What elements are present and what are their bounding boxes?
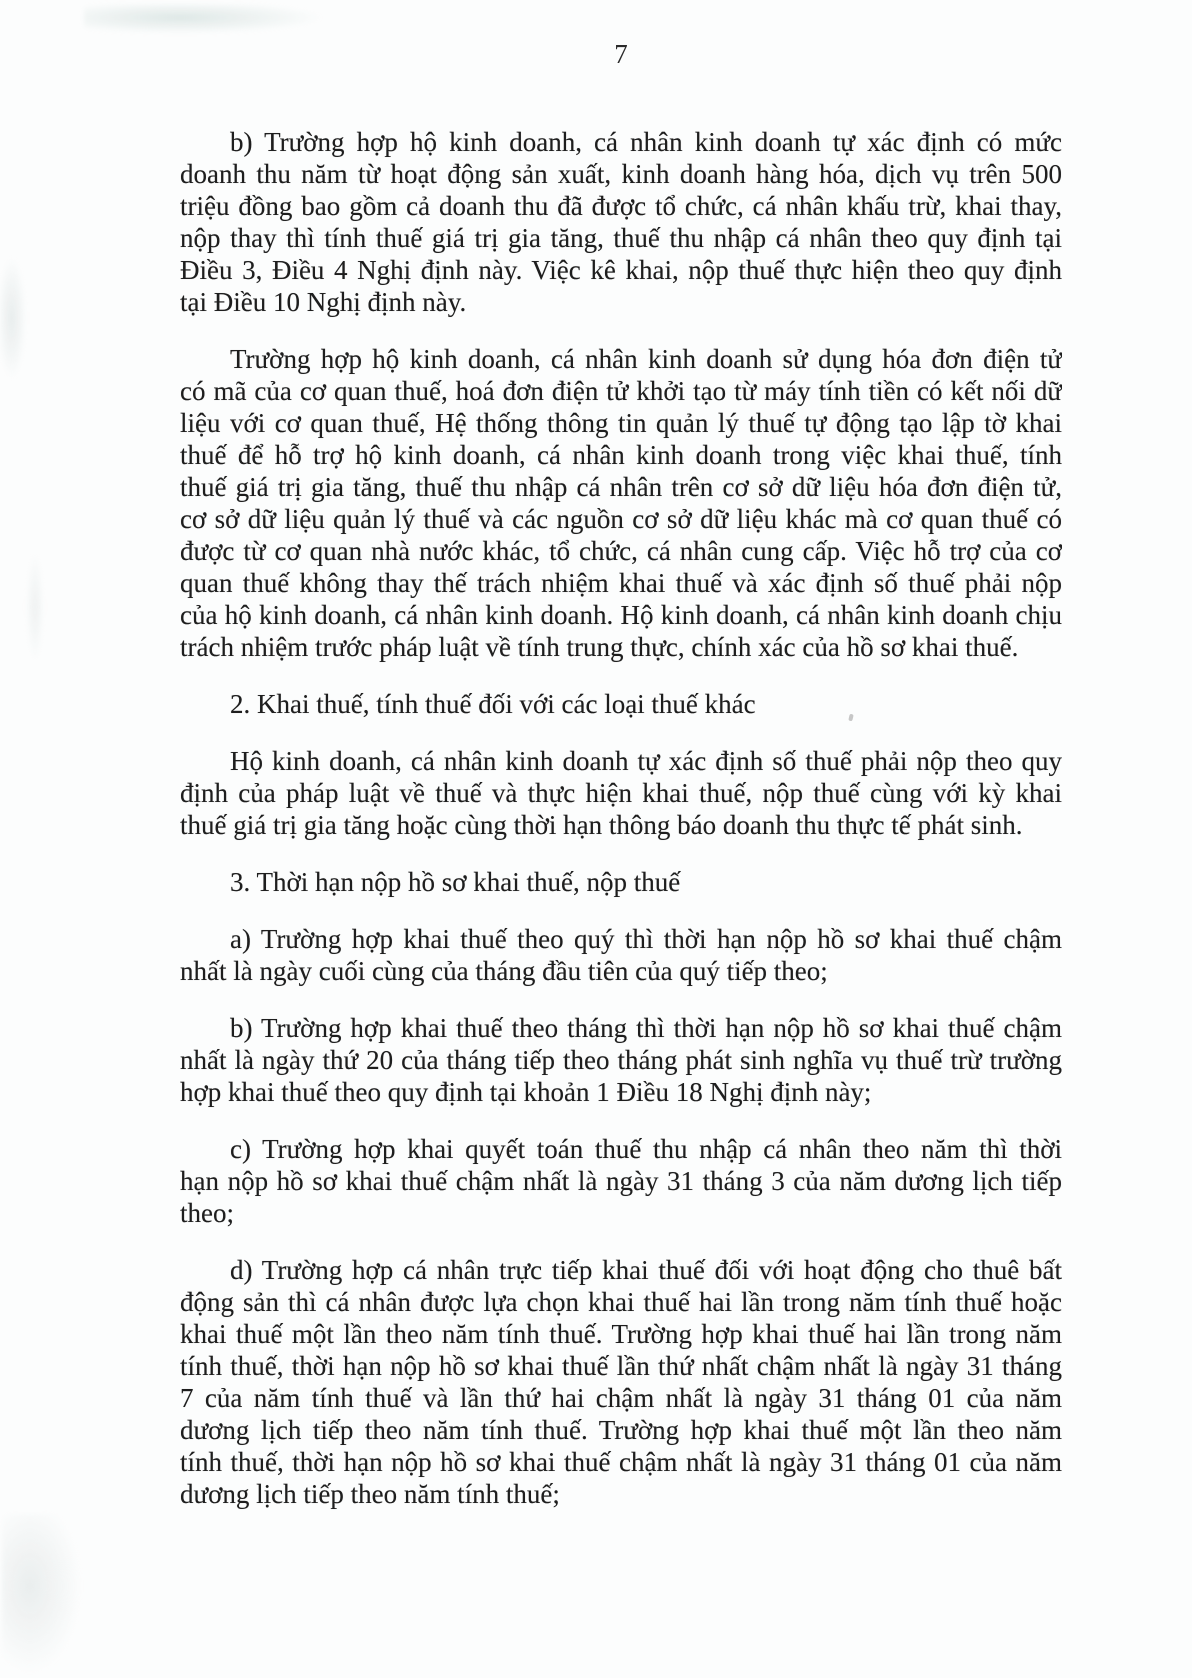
text-line: triệu đồng bao gồm cả doanh thu đã được tổ chức, cá nhân khấu trừ, khai thay, (180, 191, 1062, 221)
text-line: liệu với cơ quan thuế, Hệ thống thông tin quản lý thuế tự động tạo lập tờ khai (180, 408, 1062, 438)
text-line: c) Trường hợp khai quyết toán thuế thu nhập cá nhân theo năm thì thời (230, 1134, 1062, 1164)
text-line: d) Trường hợp cá nhân trực tiếp khai thuế đối với hoạt động cho thuê bất (230, 1255, 1062, 1285)
paragraph-einvoice-support (180, 343, 1062, 663)
text-line: hợp khai thuế theo quy định tại khoản 1 Điều 18 Nghị định này; (180, 1077, 872, 1107)
text-line: Hộ kinh doanh, cá nhân kinh doanh tự xác định số thuế phải nộp theo quy (230, 746, 1062, 776)
document-body (180, 126, 1062, 1510)
text-line: tính thuế, thời hạn nộp hồ sơ khai thuế lần thứ nhất chậm nhất là ngày 31 tháng (180, 1351, 1062, 1381)
text-line: theo; (180, 1198, 234, 1228)
text-line: nhất là ngày thứ 20 của tháng tiếp theo tháng phát sinh nghĩa vụ thuế trừ trường (180, 1045, 1062, 1075)
scan-smudge-top-left (84, 4, 324, 34)
text-line: có mã của cơ quan thuế, hoá đơn điện tử khởi tạo từ máy tính tiền có kết nối dữ (180, 376, 1062, 406)
text-line: Trường hợp hộ kinh doanh, cá nhân kinh doanh sử dụng hóa đơn điện tử (230, 344, 1062, 374)
text-line: Điều 3, Điều 4 Nghị định này. Việc kê khai, nộp thuế thực hiện theo quy định (180, 255, 1062, 285)
paragraph-b-monthly-deadline (180, 1012, 1062, 1108)
text-line: trách nhiệm trước pháp luật về tính trung thực, chính xác của hồ sơ khai thuế. (180, 632, 1019, 662)
text-line: b) Trường hợp khai thuế theo tháng thì thời hạn nộp hồ sơ khai thuế chậm (230, 1013, 1062, 1043)
text-line: định của pháp luật về thuế và thực hiện khai thuế, nộp thuế cùng với kỳ khai (180, 778, 1062, 808)
text-line: dương lịch tiếp theo năm tính thuế; (180, 1479, 560, 1509)
text-line: tại Điều 10 Nghị định này. (180, 287, 467, 317)
text-line: cơ sở dữ liệu quản lý thuế và các nguồn cơ sở dữ liệu khác mà cơ quan thuế có (180, 504, 1062, 534)
text-line: của hộ kinh doanh, cá nhân kinh doanh. Hộ kinh doanh, cá nhân kinh doanh chịu (180, 600, 1062, 630)
scan-smudge-left-upper (0, 258, 26, 378)
text-line: 7 của năm tính thuế và lần thứ hai chậm nhất là ngày 31 tháng 01 của năm (180, 1383, 1062, 1413)
section-heading-deadlines: 3. Thời hạn nộp hồ sơ khai thuế, nộp thuế (230, 867, 681, 897)
scan-smudge-left-mid (26, 552, 44, 662)
text-line: hạn nộp hồ sơ khai thuế chậm nhất là ngày 31 tháng 3 của năm dương lịch tiếp (180, 1166, 1062, 1196)
paragraph-b-revenue-threshold (180, 126, 1062, 318)
text-line: được từ cơ quan nhà nước khác, tổ chức, cá nhân cung cấp. Việc hỗ trợ của cơ (180, 536, 1062, 566)
text-line: thuế để hỗ trợ hộ kinh doanh, cá nhân kinh doanh trong việc khai thuế, tính (180, 440, 1062, 470)
text-line: nhất là ngày cuối cùng của tháng đầu tiên của quý tiếp theo; (180, 956, 828, 986)
text-line: thuế giá trị gia tăng, thuế thu nhập cá nhân trên cơ sở dữ liệu hóa đơn điện tử, (180, 472, 1062, 502)
text-line: khai thuế một lần theo năm tính thuế. Trường hợp khai thuế hai lần trong năm (180, 1319, 1062, 1349)
text-line: quan thuế không thay thế trách nhiệm khai thuế và xác định số thuế phải nộp (180, 568, 1062, 598)
text-line: doanh thu năm từ hoạt động sản xuất, kinh doanh hàng hóa, dịch vụ trên 500 (180, 159, 1062, 189)
section-heading-other-taxes: 2. Khai thuế, tính thuế đối với các loại thuế khác (230, 689, 756, 719)
page-number: 7 (614, 39, 628, 69)
text-line: động sản thì cá nhân được lựa chọn khai thuế hai lần trong năm tính thuế hoặc (180, 1287, 1062, 1317)
paragraph-a-quarterly-deadline (180, 923, 1062, 987)
text-line: dương lịch tiếp theo năm tính thuế. Trường hợp khai thuế một lần theo năm (180, 1415, 1062, 1445)
text-line: b) Trường hợp hộ kinh doanh, cá nhân kinh doanh tự xác định có mức (230, 127, 1062, 157)
paragraph-c-annual-deadline (180, 1133, 1062, 1229)
text-line: tính thuế, thời hạn nộp hồ sơ khai thuế chậm nhất là ngày 31 tháng 01 của năm (180, 1447, 1062, 1477)
text-line: a) Trường hợp khai thuế theo quý thì thời hạn nộp hồ sơ khai thuế chậm (230, 924, 1062, 954)
paragraph-self-assessment (180, 745, 1062, 841)
scan-smudge-bottom-left (2, 1514, 82, 1674)
paragraph-d-rental-deadline (180, 1254, 1062, 1510)
text-line: nộp thay thì tính thuế giá trị gia tăng, thuế thu nhập cá nhân theo quy định tại (180, 223, 1062, 253)
text-line: thuế giá trị gia tăng hoặc cùng thời hạn thông báo doanh thu thực tế phát sinh. (180, 810, 1023, 840)
